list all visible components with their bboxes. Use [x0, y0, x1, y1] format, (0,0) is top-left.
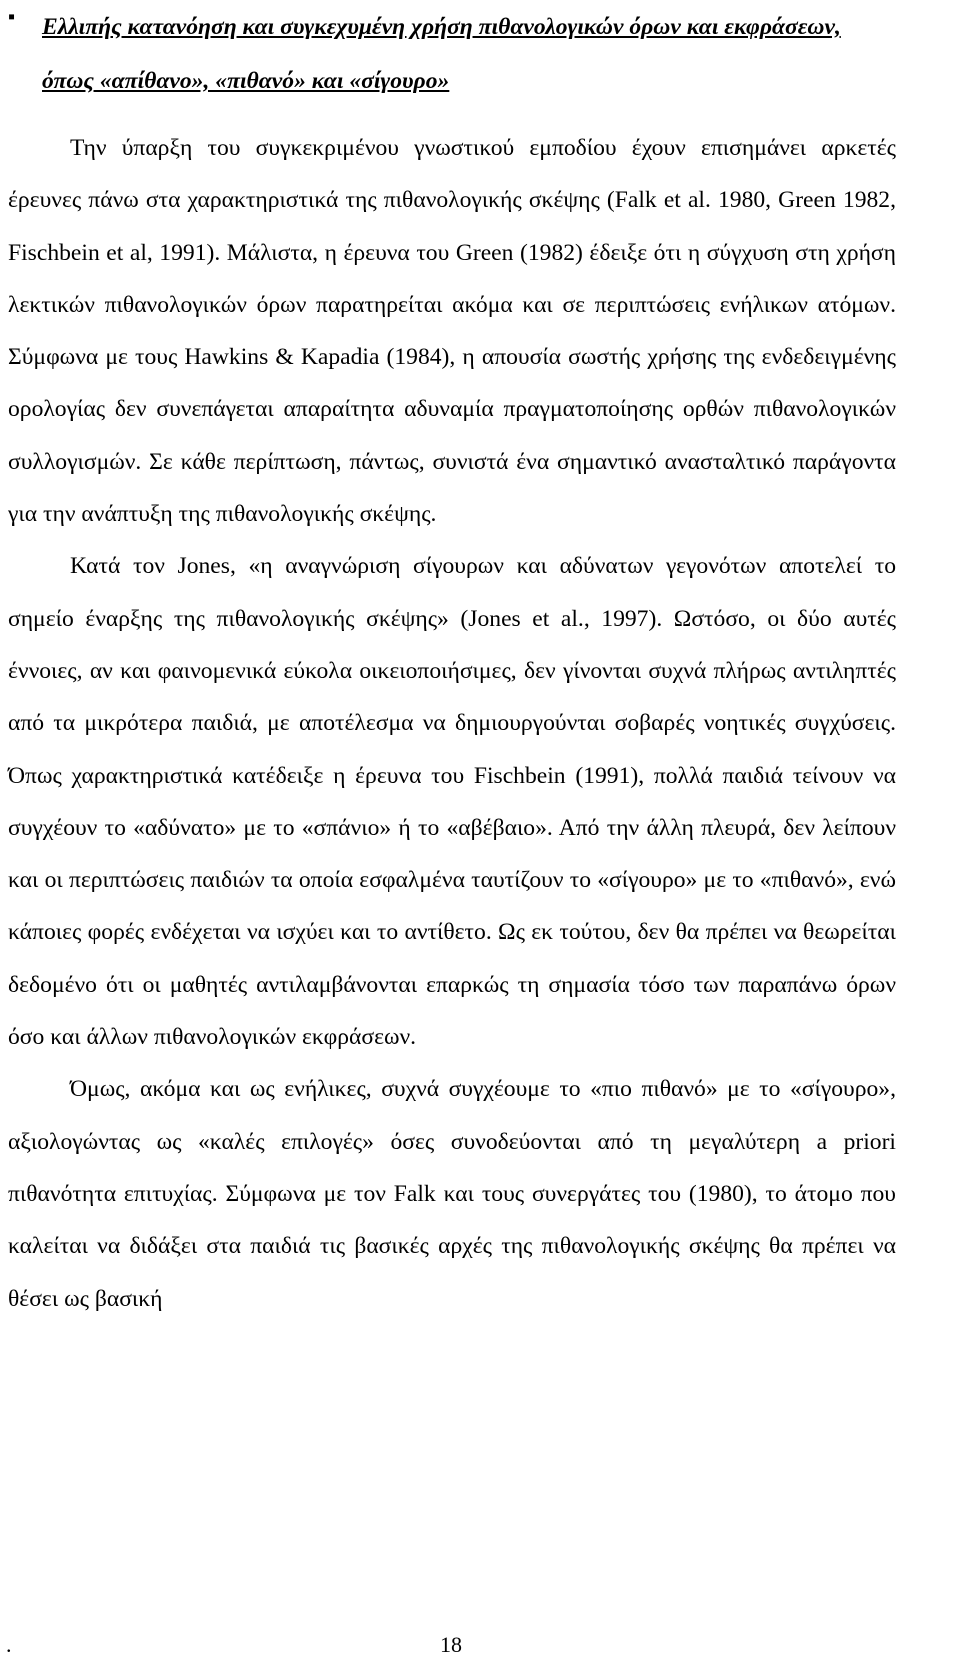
- paragraph-2: Κατά τον Jones, «η αναγνώριση σίγουρων και αδύνατων γεγονότων αποτελεί το σημείο έναρξης της πιθανολογικής σκέψης» (Jones et al., 1997). Ωστόσο, οι δύο αυτές έννοιες, αν και φαινομενικά εύκολα οικειοποιήσιμες, δεν γίνονται συχνά πλήρως αντιληπτές από τα μικρότερα παιδιά, με αποτέλεσμα να δημιουργούνται σοβαρές νοητικές συγχύσεις. Όπως χαρακτηριστικά κατέδειξε η έρευνα του Fischbein (1991), πολλά παιδιά τείνουν να συγχέουν το «αδύνατο» με το «σπάνιο» ή το «αβέβαιο». Από την άλλη πλευρά, δεν λείπουν και οι περιπτώσεις παιδιών τα οποία εσφαλμένα ταυτίζουν το «σίγουρο» με το «πιθανό», ενώ κάποιες φορές ενδέχεται να ισχύει και το αντίθετο. Ως εκ τούτου, δεν θα πρέπει να θεωρείται δεδομένο ότι οι μαθητές αντιλαμβάνονται επαρκώς τη σημασία τόσο των παραπάνω όρων όσο και άλλων πιθανολογικών εκφράσεων.: [8, 553, 896, 1051]
- page-number: 18: [440, 1632, 462, 1657]
- section-heading: [8, 0, 896, 108]
- square-bullet-icon: ▪: [8, 6, 16, 28]
- footer-dot: .: [6, 1632, 12, 1657]
- document-page: [8, 0, 896, 1325]
- heading-spacer: [8, 108, 896, 122]
- paragraph-1: Την ύπαρξη του συγκεκριμένου γνωστικού εμποδίου έχουν επισημάνει αρκετές έρευνες πάνω στα χαρακτηριστικά της πιθανολογικής σκέψης (Falk et al. 1980, Green 1982, Fischbein et al, 1991). Μάλιστα, η έρευνα του Green (1982) έδειξε ότι η σύγχυση στη χρήση λεκτικών πιθανολογικών όρων παρατηρείται ακόμα και σε περιπτώσεις ενήλικων ατόμων. Σύμφωνα με τους Hawkins & Kapadia (1984), η απουσία σωστής χρήσης της ενδεδειγμένης ορολογίας δεν συνεπάγεται απαραίτητα αδυναμία πραγματοποίησης ορθών πιθανολογικών συλλογισμών. Σε κάθε περίπτωση, πάντως, συνιστά ένα σημαντικό ανασταλτικό παράγοντα για την ανάπτυξη της πιθανολογικής σκέψης.: [8, 135, 896, 528]
- paragraph-3: Όμως, ακόμα και ως ενήλικες, συχνά συγχέουμε το «πιο πιθανό» με το «σίγουρο», αξιολογώντας ως «καλές επιλογές» όσες συνοδεύονται από τη μεγαλύτερη a priori πιθανότητα επιτυχίας. Σύμφωνα με τον Falk και τους συνεργάτες του (1980), το άτομο που καλείται να διδάξει στα παιδιά τις βασικές αρχές της πιθανολογικής σκέψης θα πρέπει να θέσει ως βασική: [8, 1076, 896, 1312]
- section-heading-text: Ελλιπής κατανόηση και συγκεχυμένη χρήση πιθανολογικών όρων και εκφράσεων, όπως «απίθανο», «πιθανό» και «σίγουρο»: [42, 14, 841, 94]
